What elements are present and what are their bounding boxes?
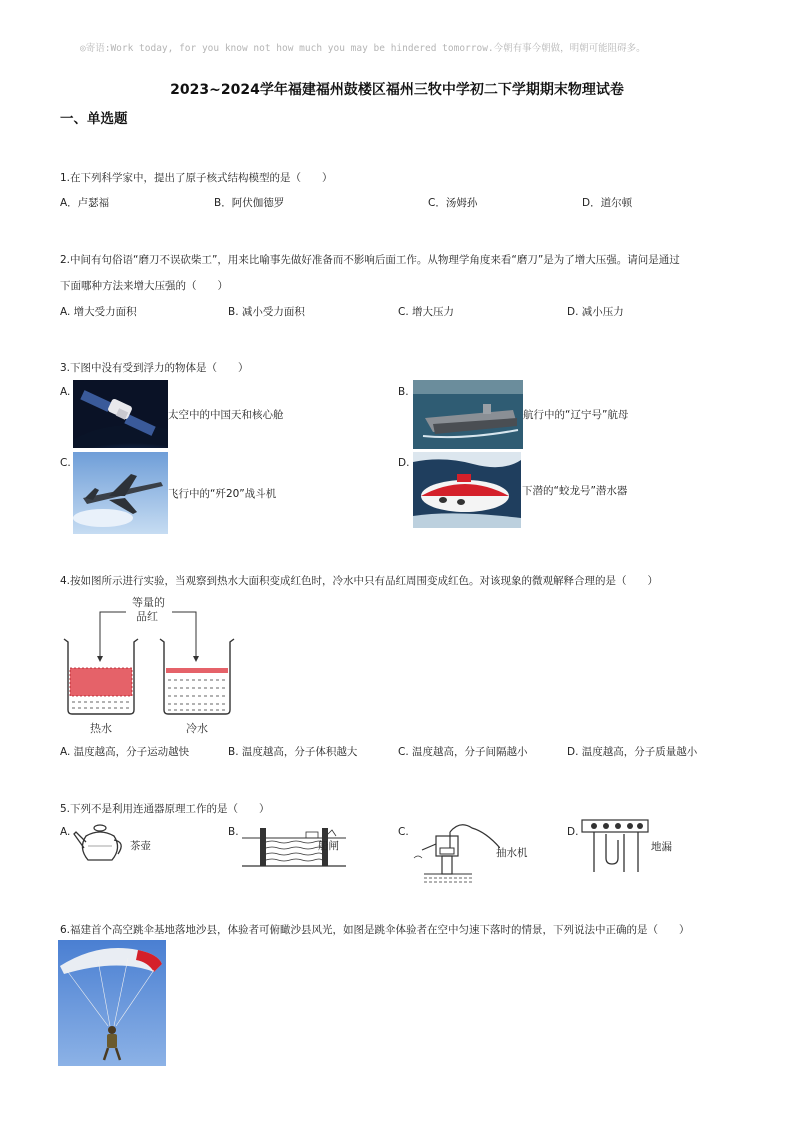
floor-drain-illustration [580,818,650,874]
q2-option-c[interactable]: C. 增大压力 [398,306,455,318]
q1-option-d[interactable]: D．道尔顿 [582,197,633,209]
q5-option-c-letter[interactable]: C. [398,826,409,838]
question-6-stem: 6.福建首个高空跳伞基地落地沙县，体验者可俯瞰沙县风光，如图是跳伞体验者在空中匀速下落时的情景，下列说法中正确的是（ ） [60,924,690,936]
q1-option-b[interactable]: B．阿伏伽德罗 [214,197,285,209]
figure-label-equal-amount: 等量的 [132,596,165,609]
question-4-stem: 4.按如图所示进行实验，当观察到热水大面积变成红色时，冷水中只有品红周围变成红色。对该现象的微观解释合理的是（ ） [60,575,659,587]
q3-option-b-letter[interactable]: B. [398,386,409,398]
q3-option-c-caption: 飞行中的“歼20”战斗机 [168,488,277,500]
q5-option-a-letter[interactable]: A. [60,826,71,838]
q5-option-c-caption: 抽水机 [496,847,528,859]
q3-option-c-letter[interactable]: C. [60,457,71,469]
question-2-stem-line2: 下面哪种方法来增大压强的（ ） [60,280,228,292]
water-pump-illustration [410,818,500,886]
q3-option-d-caption: 下潜的“蛟龙号”潜水器 [522,485,628,497]
question-5-stem: 5.下列不是利用连通器原理工作的是（ ） [60,803,270,815]
aircraft-carrier-photo [413,380,523,449]
motto-banner: ◎寄语:Work today, for you know not how much you may be hindered tomorrow.今朝有事今朝做，明朝可能阻碍多。 [80,43,646,54]
q5-option-b-letter[interactable]: B. [228,826,239,838]
q2-option-b[interactable]: B. 减小受力面积 [228,306,305,318]
teapot-illustration [72,818,132,868]
submersible-photo [413,452,521,528]
space-station-photo [73,380,168,448]
question-1-stem: 1.在下列科学家中，提出了原子核式结构模型的是（ ） [60,172,333,184]
diffusion-experiment-figure [60,592,236,738]
q3-option-d-letter[interactable]: D. [398,457,410,469]
figure-label-cold-water: 冷水 [186,722,208,735]
q4-option-a[interactable]: A. 温度越高，分子运动越快 [60,746,190,758]
question-3-stem: 3.下图中没有受到浮力的物体是（ ） [60,362,249,374]
q5-option-b-caption: 船闸 [318,840,339,852]
hot-water-red-region [70,668,132,696]
q2-option-a[interactable]: A. 增大受力面积 [60,306,137,318]
q1-option-c[interactable]: C．汤姆孙 [428,197,478,209]
q4-option-b[interactable]: B. 温度越高，分子体积越大 [228,746,358,758]
q2-option-d[interactable]: D. 减小压力 [567,306,624,318]
figure-label-dye: 品红 [136,610,158,623]
q3-option-a-caption: 太空中的中国天和核心舱 [168,409,284,421]
q5-option-d-letter[interactable]: D. [567,826,579,838]
q5-option-d-caption: 地漏 [651,841,672,853]
fighter-jet-photo [73,452,168,534]
q4-option-d[interactable]: D. 温度越高，分子质量越小 [567,746,698,758]
figure-label-hot-water: 热水 [90,722,112,735]
page-title: 2023~2024学年福建福州鼓楼区福州三牧中学初二下学期期末物理试卷 [170,82,624,98]
q3-option-a-letter[interactable]: A. [60,386,71,398]
parachute-photo [58,940,166,1066]
q5-option-a-caption: 茶壶 [130,840,151,852]
q1-option-a[interactable]: A．卢瑟福 [60,197,110,209]
q3-option-b-caption: 航行中的“辽宁号”航母 [523,409,629,421]
q4-option-c[interactable]: C. 温度越高，分子间隔越小 [398,746,528,758]
section-heading: 一、单选题 [60,111,128,127]
question-2-stem-line1: 2.中间有句俗语“磨刀不误砍柴工”，用来比喻事先做好准备而不影响后面工作。从物理学角度来看“磨刀”是为了增大压强。请问是通过 [60,254,680,266]
